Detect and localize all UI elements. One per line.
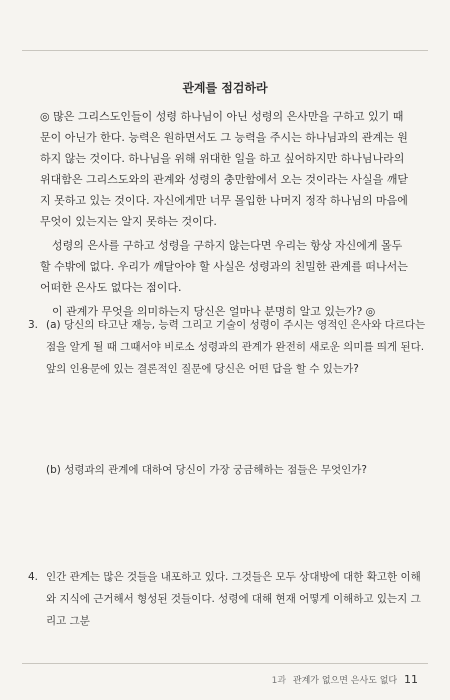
- bottom-rule: [22, 663, 428, 664]
- question-3b: [46, 459, 428, 481]
- quote-title: 관계를 점검하라: [182, 81, 268, 95]
- question-number: 3.: [28, 319, 39, 331]
- question-text: 인간 관계는 많은 것들을 내포하고 있다. 그것들은 모두 상대방에 대한 확고한 이해와 지식에 근거해서 형성된 것들이다. 성령에 대해 현재 어떻게 이해하고 있는지 그리고 그분: [46, 571, 421, 627]
- quote-paragraph-3: 이 관계가 무엇을 의미하는지 당신은 얼마나 분명히 알고 있는가? ◎: [52, 305, 376, 318]
- footer-chapter-title: 관계가 없으면 은사도 없다: [292, 676, 398, 686]
- footer-lesson: 1과: [271, 676, 287, 686]
- quote-paragraph-2: 성령의 은사를 구하고 성령을 구하지 않는다면 우리는 항상 자신에게 몰두할 수밖에 없다. 우리가 깨달아야 할 사실은 성령과의 친밀한 관계를 떠나서는 어떠한 은사도 없다는 점이다.: [40, 239, 408, 294]
- top-rule: [22, 50, 428, 51]
- question-3a: [28, 314, 428, 380]
- question-number: 4.: [28, 571, 39, 583]
- question-4: [28, 566, 428, 632]
- question-text: (a) 당신의 타고난 재능, 능력 그리고 기술이 성령이 주시는 영적인 은사와 다르다는 점을 알게 될 때 그때서야 비로소 성령과의 관계가 완전히 새로운 의미를 띄게 된다. 앞의 인용문에 있는 결론적인 질문에 당신은 어떤 답을 할 수 있는가?: [46, 319, 426, 375]
- quote-box: [40, 78, 410, 322]
- page-footer: [272, 673, 418, 686]
- question-text: (b) 성령과의 관계에 대하여 당신이 가장 궁금해하는 점들은 무엇인가?: [46, 464, 367, 476]
- quote-paragraph-1: ◎ 많은 그리스도인들이 성령 하나님이 아닌 성령의 은사만을 구하고 있기 때문이 아닌가 한다. 능력은 원하면서도 그 능력을 주시는 하나님과의 관계는 원하지 않는 것이다. 하나님을 위해 위대한 일을 하고 싶어하지만 하나님나라의 위대함은 그리스도와의 관계와 성령의 충만함에서 오는 것이라는 사실을 깨닫지 못하고 있는 것이다. 자신에게만 너무 몰입한 나머지 정작 하나님의 마음에 무엇이 있는지는 알지 못하는 것이다.: [40, 110, 409, 228]
- page-number: 11: [404, 673, 418, 686]
